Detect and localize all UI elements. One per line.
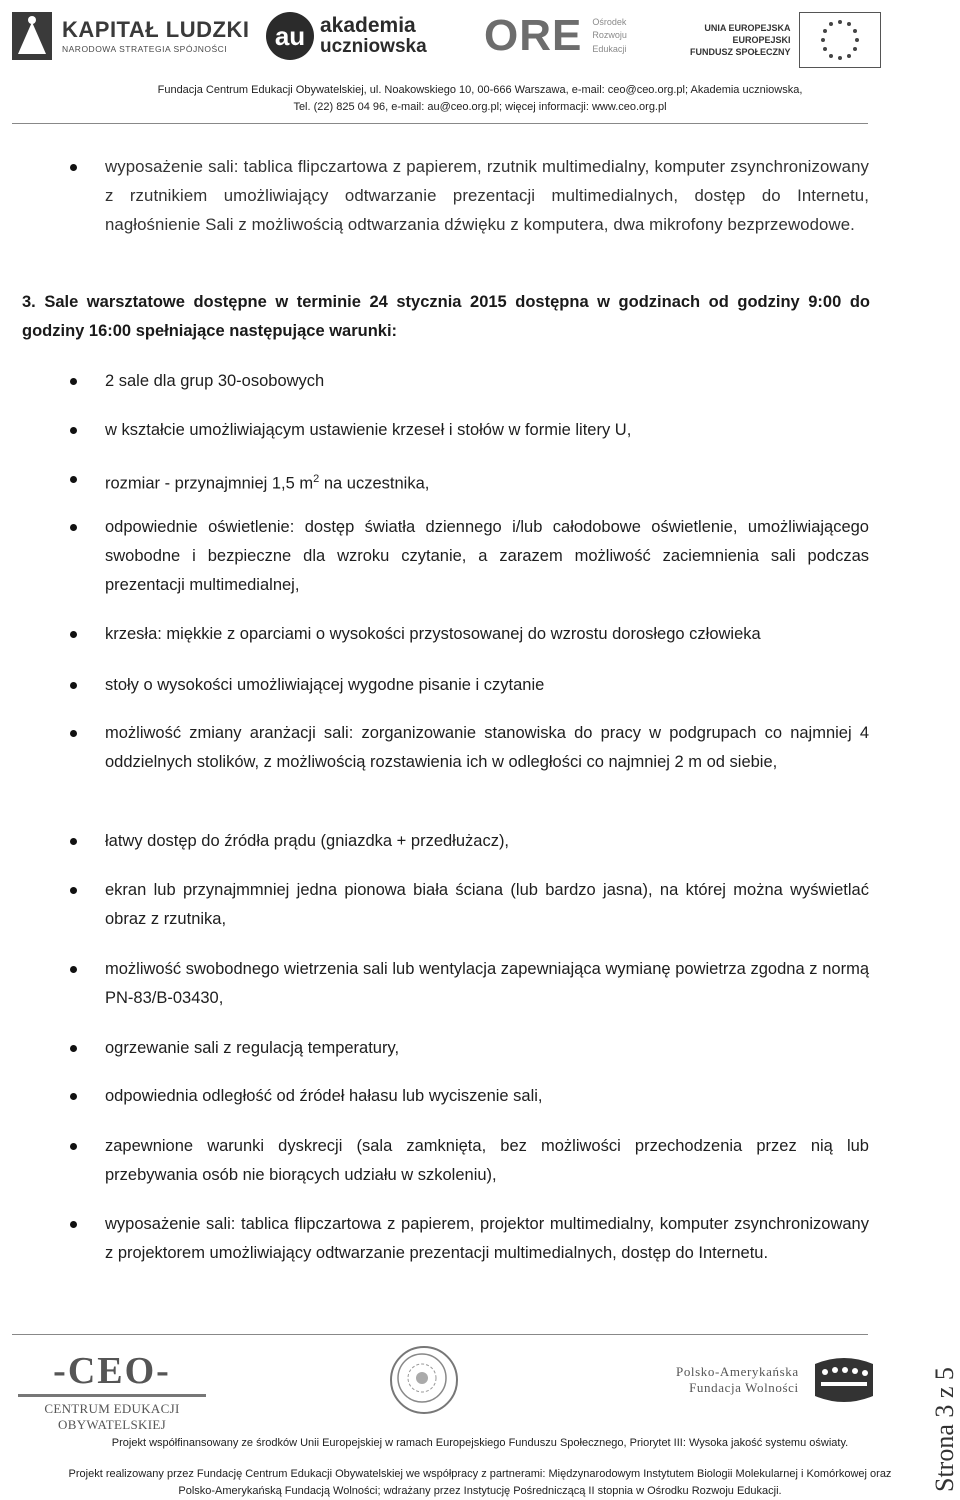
list-item-text: stoły o wysokości umożliwiającej wygodne pisanie i czytanie	[105, 676, 545, 694]
bullet	[70, 966, 77, 973]
ore-sub3: Edukacji	[592, 43, 627, 54]
page-number: Strona 3 z 5	[930, 1367, 959, 1492]
header-info-line1: Fundacja Centrum Edukacji Obywatelskiej, ul. Noakowskiego 10, 00-666 Warszawa, e-mail: ceo@ceo.org.pl; Akademia uczniowska,	[157, 84, 803, 96]
pafw-mark-icon	[811, 1356, 877, 1404]
realization-line2: Polsko-Amerykańską Fundacją Wolności; wdrażany przez Instytucję Pośredniczącą II stopnia w Ośrodku Rozwoju Edukacji.	[178, 1485, 782, 1497]
list-item-text: wyposażenie sali: tablica flipczartowa z papierem, rzutnik multimedialny, komputer zsynchronizowany z rzutnikiem umożliwiający odtwarzanie prezentacji multimedialnych, dostęp do Internetu, nagłośnienie Sali z możliwością odtwarzania dźwięku z komputera, dwa mikrofony bezprzewodowe.	[105, 157, 869, 234]
kapital-ludzki-title: KAPITAŁ LUDZKI	[62, 16, 250, 42]
list-item-text: łatwy dostęp do źródła prądu (gniazdka + przedłużacz),	[105, 832, 510, 850]
ceo-mark: -CEO-	[53, 1350, 171, 1392]
list-item-text: ogrzewanie sali z regulacją temperatury,	[105, 1039, 400, 1057]
area-superscript: 2	[313, 473, 320, 485]
section-text: Sale warsztatowe dostępne w terminie 24 stycznia 2015 dostępna w godzinach od godziny 9:00 do godziny 16:00 spełniające następujące warunki:	[22, 293, 870, 340]
header-contact-info	[0, 82, 960, 116]
bullet	[70, 378, 77, 385]
eu-line1: UNIA EUROPEJSKA	[704, 22, 791, 33]
area-suffix: na uczestnika,	[319, 474, 430, 493]
kapital-ludzki-subtitle: NARODOWA STRATEGIA SPÓJNOŚCI	[62, 43, 228, 54]
akademia-mark: au	[266, 12, 314, 60]
eu-line2: EUROPEJSKI	[732, 34, 791, 45]
pafw-line1: Polsko-Amerykańska	[676, 1363, 799, 1379]
list-item-text: wyposażenie sali: tablica flipczartowa z papierem, projektor multimedialny, komputer zsynchronizowany z projektorem umożliwiający odtwarzanie prezentacji multimedialnych, dostęp do Internetu.	[105, 1215, 869, 1262]
list-item-text: odpowiednie oświetlenie: dostęp światła dziennego i/lub całodobowe oświetlenie, umożliwiającego swobodne i bezpieczne dla wzroku czytanie, a zarazem możliwość zaciemnienia sali podczas prezentacji multimedialnej,	[105, 518, 869, 594]
list-item-text: odpowiednia odległość od źródeł hałasu lub wyciszenie sali,	[105, 1087, 543, 1105]
bullet	[70, 730, 77, 737]
akademia-uczniowska-logo	[266, 12, 427, 60]
bullet	[70, 682, 77, 689]
ore-sub2: Rozwoju	[592, 30, 627, 41]
ceo-subtitle: CENTRUM EDUKACJI OBYWATELSKIEJ	[44, 1401, 180, 1432]
list-item-text: krzesła: miękkie z oparciami o wysokości przystosowanej do wzrostu dorosłego człowieka	[105, 625, 761, 643]
institute-seal-icon	[390, 1346, 458, 1414]
list-item-text: możliwość zmiany aranżacji sali: zorganizowanie stanowiska do pracy w podgrupach co najmniej 4 oddzielnych stolików, z możliwością rozstawienia ich w odległości co najmniej 2 m od siebie,	[105, 724, 869, 771]
cofinance-note: Projekt współfinansowany ze środków Unii Europejskiej w ramach Europejskiego Funduszu Społecznego, Priorytet III: Wysoka jakość systemu oświaty.	[111, 1437, 849, 1449]
bullet	[70, 476, 77, 483]
akademia-line1: akademia	[320, 14, 416, 37]
header-info-line2: Tel. (22) 825 04 96, e-mail: au@ceo.org.pl; więcej informacji: www.ceo.org.pl	[293, 101, 667, 113]
list-item-text: zapewnione warunki dyskrecji (sala zamknięta, bez możliwości przechodzenia przez nią lub przebywania osób nie biorących udziału w szkoleniu),	[105, 1137, 869, 1184]
section-3-heading	[22, 288, 870, 346]
list-item-text: ekran lub przynajmmniej jedna pionowa biała ściana (lub bardzo jasna), na której można wyświetlać obraz z rzutnika,	[105, 881, 869, 928]
realization-line1: Projekt realizowany przez Fundację Centrum Edukacji Obywatelskiej we współpracy z partnerami: Międzynarodowym Instytutem Biologii Molekularnej i Komórkowej oraz	[68, 1468, 892, 1480]
ceo-rule	[18, 1394, 206, 1397]
bullet	[70, 1093, 77, 1100]
bullet	[70, 631, 77, 638]
eu-line3: FUNDUSZ SPOŁECZNY	[690, 47, 791, 58]
section-number: 3.	[22, 293, 36, 311]
bullet	[70, 887, 77, 894]
bullet	[70, 1045, 77, 1052]
bullet	[70, 1143, 77, 1150]
bullet	[70, 524, 77, 531]
list-item-text: w kształcie umożliwiającym ustawienie krzeseł i stołów w formie litery U,	[105, 421, 632, 439]
list-item-text: możliwość swobodnego wietrzenia sali lub wentylacja zapewniająca wymianę powietrza zgodna z normą PN-83/B-03430,	[105, 960, 869, 1007]
list-item-text: 2 sale dla grup 30-osobowych	[105, 372, 325, 390]
ore-title: ORE	[484, 11, 583, 60]
ore-sub1: Ośrodek	[592, 17, 627, 28]
akademia-line2: uczniowska	[320, 36, 427, 58]
pafw-logo	[676, 1356, 877, 1404]
header-divider	[12, 123, 868, 124]
area-text: rozmiar - przynajmniej 1,5 m	[105, 474, 314, 493]
pafw-line2: Fundacja Wolności	[689, 1380, 799, 1395]
kapital-ludzki-logo	[8, 8, 249, 64]
bullet	[70, 838, 77, 845]
realization-note	[0, 1466, 960, 1500]
kapital-ludzki-icon	[8, 8, 56, 64]
bullet	[70, 427, 77, 434]
footer-divider	[12, 1334, 868, 1335]
eu-logo	[690, 12, 881, 68]
bullet	[70, 164, 77, 171]
ceo-logo	[14, 1352, 210, 1433]
eu-flag-icon	[799, 12, 881, 68]
ore-logo	[484, 11, 627, 60]
list-item-text	[105, 465, 869, 499]
bullet	[70, 1221, 77, 1228]
